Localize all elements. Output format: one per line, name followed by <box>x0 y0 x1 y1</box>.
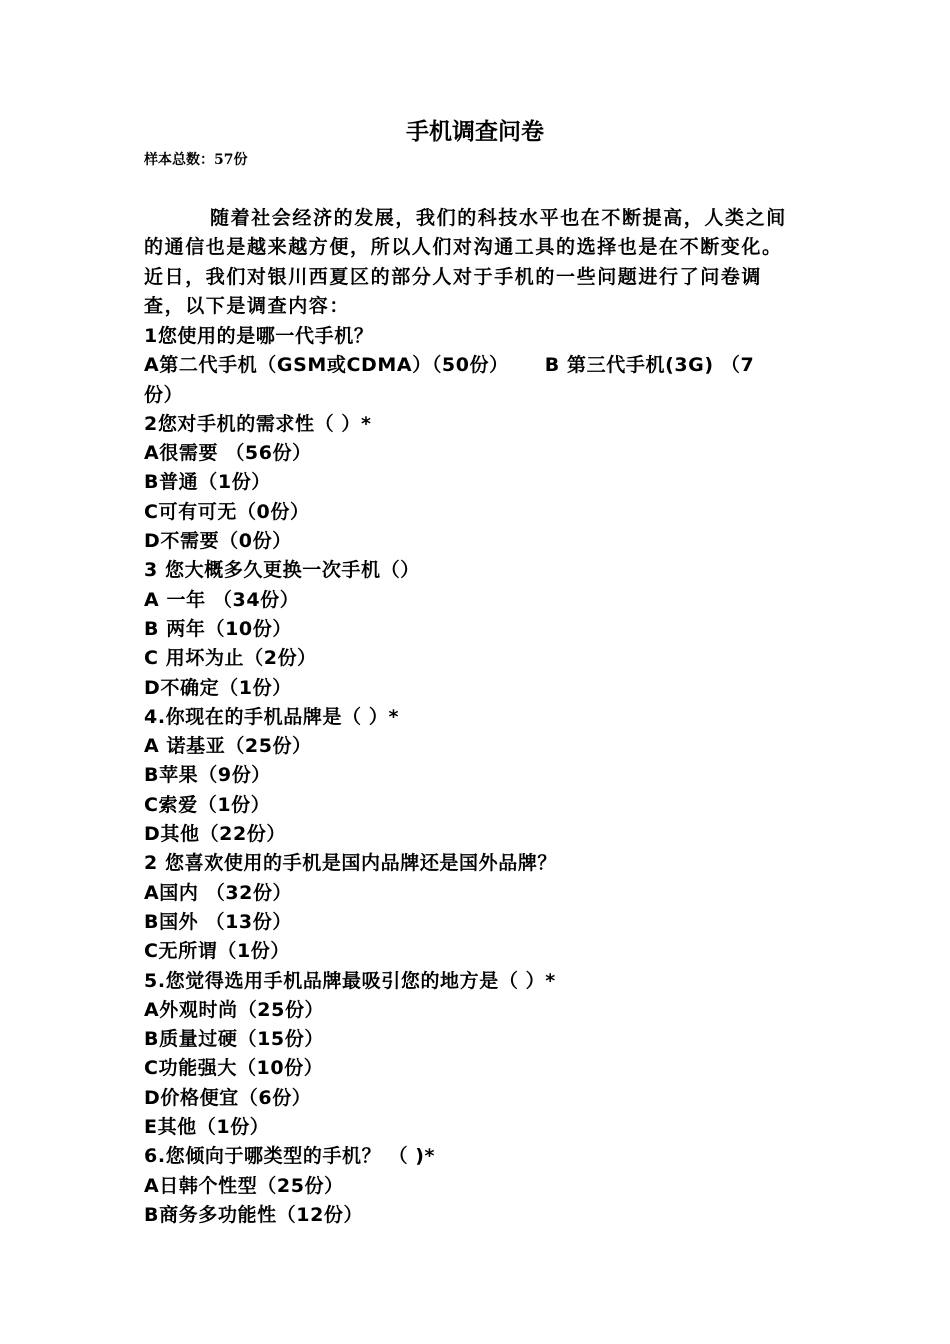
question-4-option-b: B苹果（9份） <box>144 764 271 787</box>
question-brand-origin-option-c: C无所谓（1份） <box>144 940 290 963</box>
question-3-option-b: B 两年（10份） <box>144 617 292 640</box>
question-4-option-d: D其他（22份） <box>144 823 287 846</box>
questionnaire-body <box>144 322 804 1230</box>
sample-total: 样本总数：57份 <box>144 152 248 168</box>
question-1: 1您使用的是哪一代手机？ <box>144 325 374 347</box>
question-6-option-a: A日韩个性型（25份） <box>144 1174 344 1197</box>
question-5-option-d: D价格便宜（6份） <box>144 1086 312 1109</box>
question-6-option-b: B商务多功能性（12份） <box>144 1203 364 1226</box>
question-brand-origin: 2 您喜欢使用的手机是国内品牌还是国外品牌？ <box>144 852 558 875</box>
question-1-option-b: B 第三代手机(3G) （7 <box>544 354 755 377</box>
question-5-option-e: E其他（1份） <box>144 1116 270 1139</box>
intro-text: 随着社会经济的发展，我们的科技水平也在不断提高，人类之间的通信也是越来越方便，所以人们对沟通工具的选择也是在不断变化。近日，我们对银川西夏区的部分人对于手机的一些问题进行了问卷调查，以下是调查内容： <box>144 207 787 317</box>
question-3-option-c: C 用坏为止（2份） <box>144 647 317 670</box>
question-5-option-c: C功能强大（10份） <box>144 1057 324 1080</box>
question-2-option-d: D不需要（0份） <box>144 530 292 553</box>
question-4-option-a: A 诺基亚（25份） <box>144 735 312 758</box>
question-4-option-c: C索爱（1份） <box>144 793 271 816</box>
question-1-option-b-continued: 份） <box>144 383 184 406</box>
question-3: 3 您大概多久更换一次手机（） <box>144 559 420 582</box>
intro-paragraph <box>144 204 794 321</box>
question-2-option-a: A很需要 （56份） <box>144 442 312 465</box>
question-6: 6.您倾向于哪类型的手机？ （ )* <box>144 1145 436 1168</box>
question-2-option-b: B普通（1份） <box>144 471 271 494</box>
question-1-options-row <box>144 351 804 380</box>
document-title: 手机调查问卷 <box>406 118 544 145</box>
question-5: 5.您觉得选用手机品牌最吸引您的地方是（ ）* <box>144 969 556 992</box>
question-3-option-a: A 一年 （34份） <box>144 588 300 611</box>
question-3-option-d: D不确定（1份） <box>144 676 292 699</box>
question-4: 4.你现在的手机品牌是（ ）* <box>144 705 399 728</box>
question-brand-origin-option-b: B国外 （13份） <box>144 910 292 933</box>
question-2: 2您对手机的需求性（ ）* <box>144 412 372 435</box>
question-1-option-a: A第二代手机（GSM或CDMA）（50份） <box>144 354 509 377</box>
question-5-option-b: B质量过硬（15份） <box>144 1028 324 1051</box>
question-5-option-a: A外观时尚（25份） <box>144 998 325 1021</box>
question-2-option-c: C可有可无（0份） <box>144 500 310 523</box>
question-brand-origin-option-a: A国内 （32份） <box>144 881 293 904</box>
